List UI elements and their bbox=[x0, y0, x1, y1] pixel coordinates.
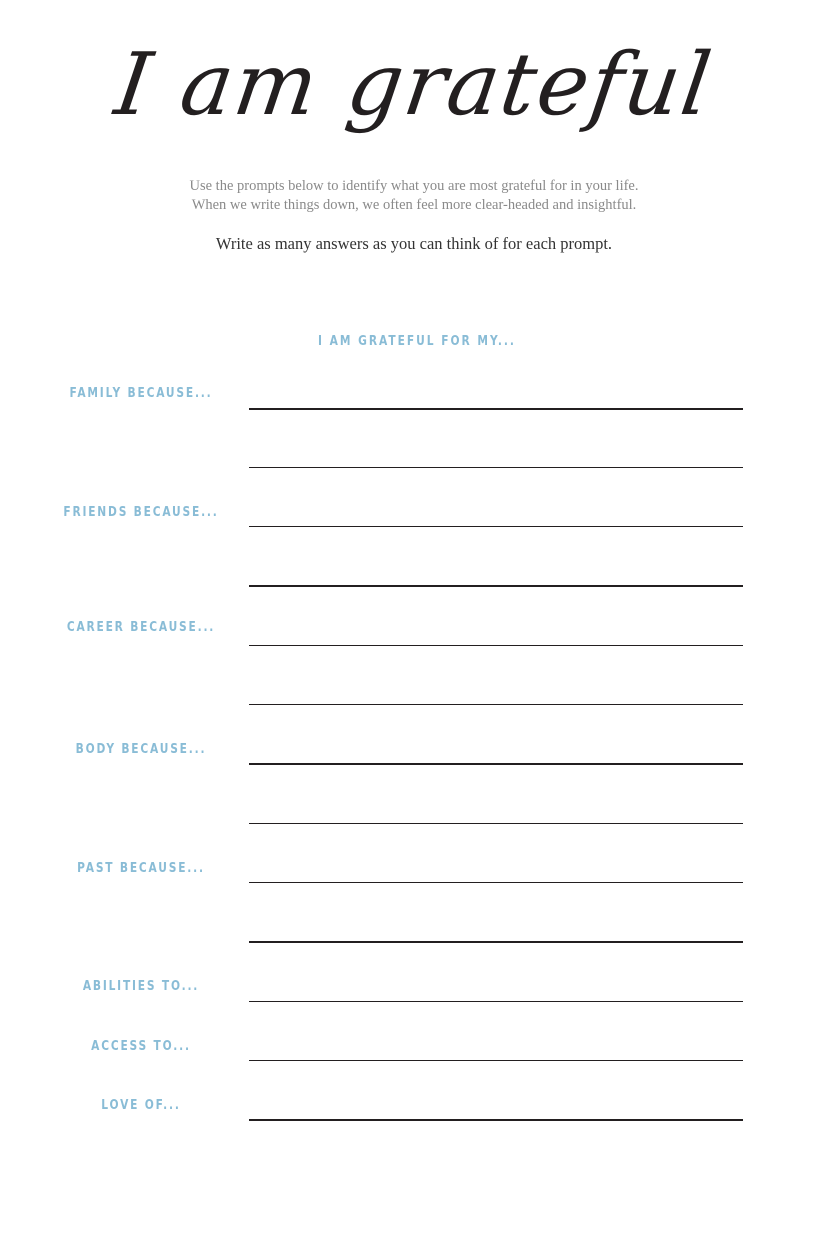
answer-line-body-1[interactable] bbox=[249, 763, 743, 765]
answer-line-body-2[interactable] bbox=[249, 823, 743, 824]
prompt-label-friends: FRIENDS BECAUSE... bbox=[63, 505, 219, 520]
answer-line-friends-1[interactable] bbox=[249, 526, 743, 527]
prompt-label-body: BODY BECAUSE... bbox=[75, 742, 207, 757]
answer-line-friends-2[interactable] bbox=[249, 585, 743, 587]
answer-line-abilities[interactable] bbox=[249, 1001, 743, 1002]
intro-text bbox=[0, 177, 828, 215]
answer-line-love[interactable] bbox=[249, 1119, 743, 1121]
answer-line-access[interactable] bbox=[249, 1060, 743, 1061]
answer-line-past-2[interactable] bbox=[249, 941, 743, 943]
prompt-label-access: ACCESS TO... bbox=[91, 1039, 191, 1054]
answer-line-past-1[interactable] bbox=[249, 882, 743, 883]
answer-line-family-1[interactable] bbox=[249, 408, 743, 410]
prompt-label-past: PAST BECAUSE... bbox=[77, 861, 205, 876]
intro-line-2: When we write things down, we often feel more clear-headed and insightful. bbox=[191, 197, 637, 213]
prompt-label-career: CAREER BECAUSE... bbox=[66, 620, 216, 635]
answer-line-family-2[interactable] bbox=[249, 467, 743, 468]
answer-line-career-1[interactable] bbox=[249, 645, 743, 646]
prompt-label-abilities: ABILITIES TO... bbox=[82, 979, 200, 994]
section-heading: I AM GRATEFUL FOR MY... bbox=[318, 334, 516, 349]
page-title: I am grateful bbox=[109, 35, 719, 135]
prompt-label-family: FAMILY BECAUSE... bbox=[69, 386, 213, 401]
intro-line-1: Use the prompts below to identify what you are most grateful for in your life. bbox=[189, 178, 639, 194]
prompt-label-love: LOVE OF... bbox=[101, 1098, 181, 1113]
instruction-text: Write as many answers as you can think of for each prompt. bbox=[215, 234, 613, 253]
answer-line-career-2[interactable] bbox=[249, 704, 743, 705]
